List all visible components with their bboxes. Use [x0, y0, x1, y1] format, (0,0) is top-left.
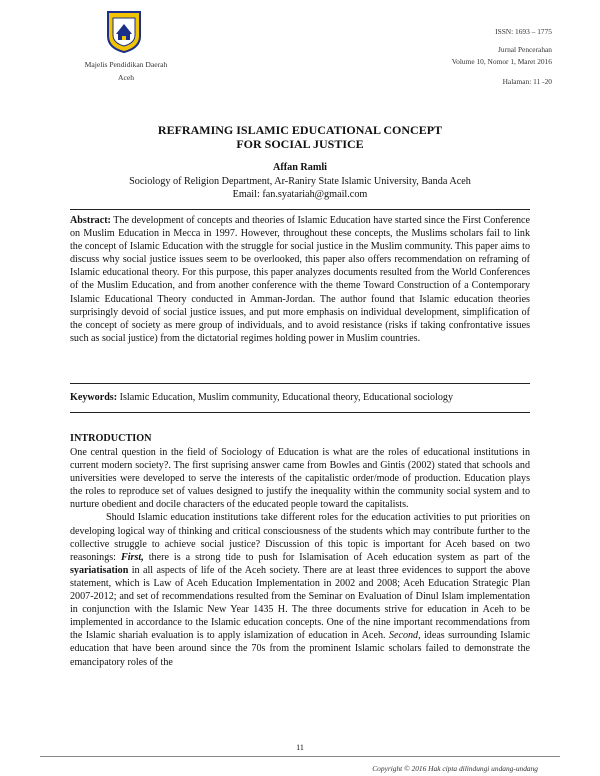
journal-meta	[352, 26, 552, 88]
publisher-name	[56, 58, 196, 84]
p2-part-b: there is a strong tide to push for Islamisation of Aceh education system as part of the	[143, 551, 531, 563]
copyright-notice: Copyright © 2016 Hak cipta dilindungi undang-undang	[372, 764, 538, 773]
publisher-name-line2: Aceh	[117, 73, 135, 82]
paper-title	[60, 123, 540, 151]
title-line-2: FOR SOCIAL JUSTICE	[236, 137, 364, 151]
abstract-text: The development of concepts and theories of Islamic Education have started since the First Conference on Muslim Education in Mecca in 1997. However, throughout these concepts, the Muslims scholars fail to link the concept of Islamic Education with the struggle for social justice in the Muslim community. This paper aims to discuss why social justice issues seem to be overlooked, this paper also offers recommendation on reframing of Islamic educational theory. For this purpose, this paper analyzes documents resulted from the World Conferences of the Muslim Education, and from another conference with the theme Toward Construction of a Contemporary Islamic Educational Theory conducted in Amman-Jordan. The author found that Islamic education theories surprisingly devoid of social justice issues, and put more emphasis on individual development, simplification of the concept of society as mere group of individuals, and to avoid resistance (risks if taking confrontative issues such as social justice) from the dictatorial regimes holding power in Muslim countries.	[70, 215, 530, 344]
issn: ISSN: 1693 – 1775	[495, 27, 552, 36]
keywords-text: Islamic Education, Muslim community, Educational theory, Educational sociology	[117, 392, 454, 403]
crest-icon	[104, 10, 144, 54]
page-number: 11	[296, 743, 304, 752]
abstract	[70, 214, 530, 345]
p2-part-d: ideas surrounding Islamic education that have been around since the 70s from the prominent Islamic scholars failed to demonstrate the emancipatory roles of the	[70, 630, 530, 668]
p2-part-c: in all aspects of life of the Aceh society. There are at least three evidences to support the above statement, which is Law of Aceh Education Implementation in 2002 and 2008; Aceh Education Strategic Plan 2007-2012; and set of recommendations resulted from the Seminar on Evaluation of Dinul Islam implementation in conjunction with the Islamic New Year 1435 H. The three documents strive for education in Aceh to be implemented in accordance to the Islamic education concepts. One of the nine important recommendations from the Islamic shariah evaluation is to apply islamization of education in Aceh.	[70, 564, 530, 642]
p2-first: First,	[121, 551, 144, 563]
p2-term: syariatisation	[70, 564, 129, 576]
author-name: Affan Ramli	[272, 162, 328, 173]
keywords-label: Keywords:	[70, 392, 118, 403]
section-heading-introduction: INTRODUCTION	[70, 433, 152, 444]
divider-top	[70, 209, 530, 210]
divider-footer	[40, 756, 560, 757]
journal-name: Jurnal Pencerahan	[498, 45, 552, 54]
paragraph-1: One central question in the field of Sociology of Education is what are the roles of educational institutions in current modern society?. The first suprising answer came from Bowles and Gintis (2002) stated that schools and universities were developed to serve the interests of the capitalistic order/mode of production. Education plays the roles to reproduce set of values designed to justify the inequality within the community social system and to nurture obedient and docile characters of the educated people toward the capitalists.	[70, 447, 530, 511]
abstract-label: Abstract:	[70, 215, 111, 226]
paragraph-2	[70, 511, 530, 668]
publisher-name-line1: Majelis Pendidikan Daerah	[84, 60, 168, 69]
publisher-logo	[104, 10, 144, 54]
p2-second: Second,	[388, 630, 421, 642]
author-affiliation: Sociology of Religion Department, Ar-Raniry State Islamic University, Banda Aceh	[129, 176, 471, 187]
keywords	[70, 391, 530, 404]
author-email: Email: fan.syatariah@gmail.com	[232, 189, 368, 200]
journal-pages: Halaman: 11 -20	[502, 77, 552, 86]
journal-volume: Volume 10, Nomor 1, Maret 2016	[451, 57, 552, 66]
divider-keywords	[70, 412, 530, 413]
divider-abstract	[70, 383, 530, 384]
title-line-1: REFRAMING ISLAMIC EDUCATIONAL CONCEPT	[157, 123, 443, 137]
introduction-body	[70, 446, 530, 669]
p2-part-a: Should Islamic education institutions take different roles for the education activities to put priorities on developing logical way of thinking and critical consciousness of the students which may contribute further to the collective struggle to achieve social justice? Discussion of this topic is important for Aceh based on two reasonings:	[70, 512, 530, 563]
